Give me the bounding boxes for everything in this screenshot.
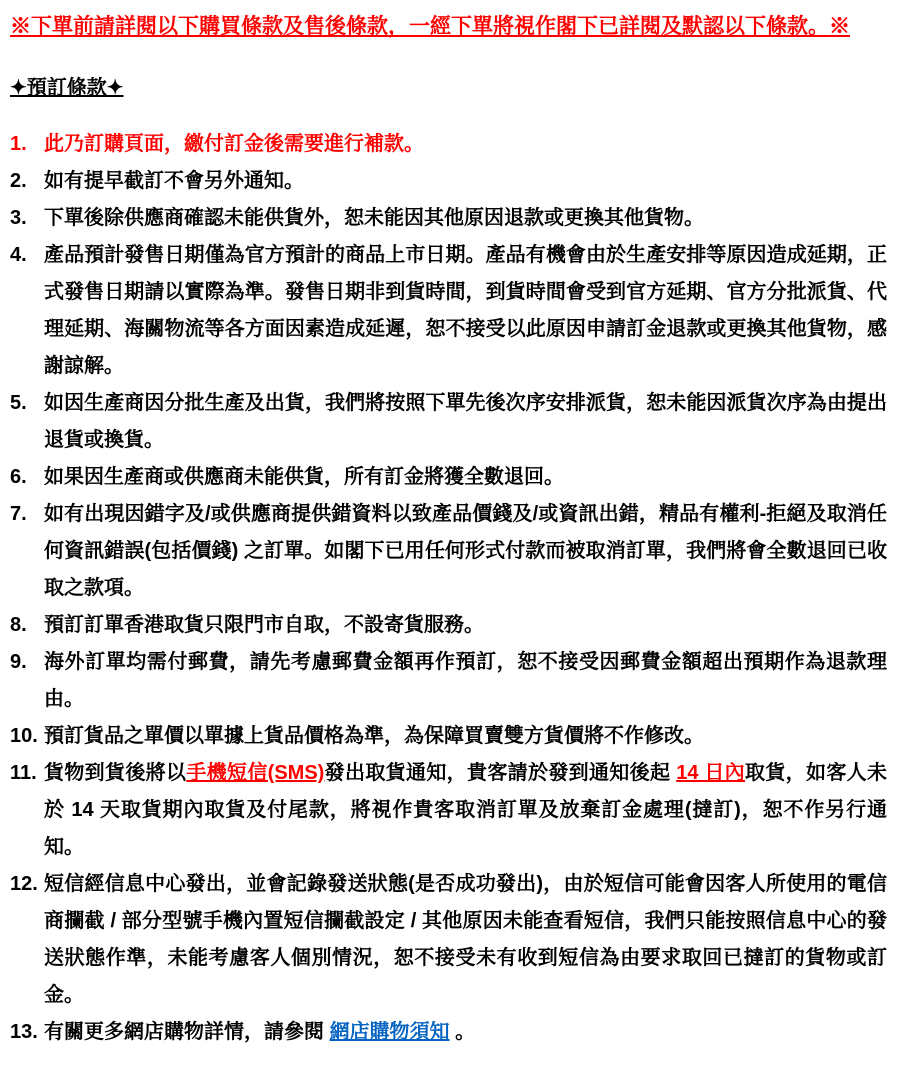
- term-text-segment: 產品預計發售日期僅為官方預計的商品上市日期。產品有機會由於生產安排等原因造成延期，正式發售日期請以實際為準。發售日期非到貨時間，到貨時間會受到官方延期、官方分批派貨、代理延期、海關物流等各方面因素造成延遲，恕不接受以此原因申請訂金退款或更換其他貨物，感謝諒解。: [44, 244, 887, 378]
- term-number: 11.: [10, 762, 37, 785]
- term-item: [10, 200, 887, 237]
- term-item: [10, 496, 887, 607]
- term-item: [10, 126, 887, 163]
- term-number: 3.: [10, 207, 27, 230]
- term-number: 9.: [10, 651, 27, 674]
- term-item: [10, 237, 887, 385]
- term-item: [10, 607, 887, 644]
- term-text-segment: 14 日內: [676, 762, 746, 785]
- term-text: [44, 126, 887, 163]
- term-item: [10, 644, 887, 718]
- term-text-segment: 下單後除供應商確認未能供貨外，恕未能因其他原因退款或更換其他貨物。: [44, 207, 704, 230]
- term-text: [44, 755, 887, 866]
- term-item: [10, 459, 887, 496]
- term-text: [44, 200, 887, 237]
- term-number: 13.: [10, 1021, 38, 1044]
- term-text-segment: 短信經信息中心發出，並會記錄發送狀態(是否成功發出)，由於短信可能會因客人所使用的電信商攔截 / 部分型號手機內置短信攔截設定 / 其他原因未能查看短信，我們只能按照信息中心的發送狀態作準，未能考慮客人個別情況，恕不接受未有收到短信為由要求取回已撻訂的貨物或訂金。: [44, 873, 887, 1007]
- term-text: [44, 237, 887, 385]
- term-item: [10, 718, 887, 755]
- term-item: [10, 755, 887, 866]
- term-text-segment: 海外訂單均需付郵費，請先考慮郵費金額再作預訂，恕不接受因郵費金額超出預期作為退款理由。: [44, 651, 887, 711]
- term-text-segment: 發出取貨通知，貴客請於發到通知後起: [324, 762, 677, 785]
- term-text-segment: 預訂貨品之單價以單據上貨品價格為準，為保障買賣雙方貨價將不作修改。: [44, 725, 704, 748]
- term-item: [10, 1014, 887, 1051]
- term-number: 2.: [10, 170, 27, 193]
- term-number: 4.: [10, 244, 27, 267]
- terms-list: [10, 126, 887, 1051]
- term-text: [44, 607, 887, 644]
- term-number: 10.: [10, 725, 38, 748]
- term-text-segment: 手機短信(SMS): [186, 762, 325, 785]
- term-text: [44, 459, 887, 496]
- term-number: 8.: [10, 614, 27, 637]
- term-text-segment: 如果因生產商或供應商未能供貨，所有訂金將獲全數退回。: [44, 466, 564, 489]
- term-text-segment: 有關更多網店購物詳情，請參閱: [44, 1021, 330, 1044]
- term-number: 5.: [10, 392, 27, 415]
- section-title: ✦預訂條款✦: [10, 77, 124, 100]
- term-text: [44, 385, 887, 459]
- term-text-segment: 貨物到貨後將以: [44, 762, 187, 785]
- term-number: 6.: [10, 466, 27, 489]
- term-text: [44, 718, 887, 755]
- term-item: [10, 163, 887, 200]
- term-text: [44, 866, 887, 1014]
- term-text: [44, 163, 887, 200]
- term-number: 7.: [10, 503, 27, 526]
- term-text-segment: 如有出現因錯字及/或供應商提供錯資料以致產品價錢及/或資訊出錯，精品有權利-拒絕及取消任何資訊錯誤(包括價錢) 之訂單。如閣下已用任何形式付款而被取消訂單，我們將會全數退回已收取之款項。: [44, 503, 887, 600]
- term-item: [10, 385, 887, 459]
- term-text-segment: 。: [449, 1021, 476, 1044]
- term-text-segment: 預訂訂單香港取貨只限門市自取，不設寄貨服務。: [44, 614, 484, 637]
- top-warning-text: ※下單前請詳閱以下購買條款及售後條款，一經下單將視作閣下已詳閱及默認以下條款。※: [10, 15, 850, 38]
- term-item: [10, 866, 887, 1014]
- term-text-segment: 如因生產商因分批生產及出貨，我們將按照下單先後次序安排派貨，恕未能因派貨次序為由提出退貨或換貨。: [44, 392, 887, 452]
- term-text-segment: 如有提早截訂不會另外通知。: [44, 170, 304, 193]
- term-text-segment: 取貨，如客人未於 14 天取貨期內取貨及付尾款，將視作貴客取消訂單及放棄訂金處理(撻訂)，恕不作另行通知。: [44, 762, 888, 859]
- term-text: [44, 644, 887, 718]
- term-number: 1.: [10, 133, 27, 156]
- shop-guide-link[interactable]: 網店購物須知: [329, 1021, 450, 1044]
- term-text: [44, 1014, 887, 1051]
- term-text: [44, 496, 887, 607]
- term-text-segment: 此乃訂購頁面，繳付訂金後需要進行補款。: [44, 133, 424, 156]
- term-number: 12.: [10, 873, 38, 896]
